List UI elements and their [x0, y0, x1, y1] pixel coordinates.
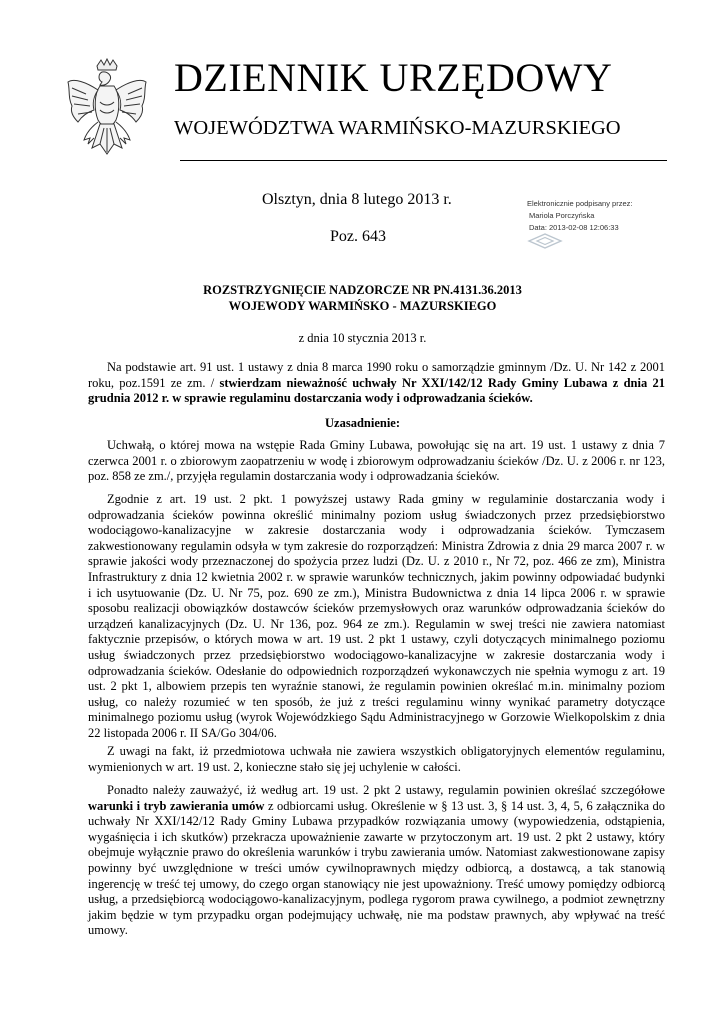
- place-date: Olsztyn, dnia 8 lutego 2013 r.: [262, 191, 452, 208]
- electronic-signature: [527, 198, 677, 234]
- journal-subtitle: WOJEWÓDZTWA WARMIŃSKO-MAZURSKIEGO: [174, 117, 621, 139]
- esign-date: Data: 2013-02-08 12:06:33: [529, 223, 619, 232]
- paragraph-4-emphasis: warunki i tryb zawierania umów: [88, 798, 265, 813]
- paragraph-4: [88, 783, 665, 939]
- paragraph-3-text: Z uwagi na fakt, iż przedmiotowa uchwała nie zawiera wszystkich obligatoryjnych elementów regulaminu, wymienionych w art. 19 ust. 2, konieczne stało się jej uchylenie w całości.: [88, 744, 665, 774]
- paragraph-3: [88, 744, 665, 775]
- esign-signer: Mariola Porczyńska: [529, 211, 595, 220]
- position-number: Poz. 643: [330, 228, 386, 245]
- document-title-line2: WOJEWODY WARMIŃSKO - MAZURSKIEGO: [228, 299, 497, 313]
- masthead-divider: [180, 160, 667, 161]
- intro-text: Na podstawie art. 91 ust. 1 ustawy z dnia 8 marca 1990 roku o samorządzie gminnym /Dz. U. Nr 142 z 2001 roku, poz.1591 ze zm. /: [88, 360, 665, 390]
- esign-label: Elektronicznie podpisany przez:: [527, 199, 633, 208]
- paragraph-1-text: Uchwałą, o której mowa na wstępie Rada Gminy Lubawa, powołując się na art. 19 ust. 1 ustawy z dnia 7 czerwca 2001 r. o zbiorowym zaopatrzeniu w wodę i zbiorowym odprowadzaniu ścieków /Dz. U. z 2006 r. nr 123, poz. 858 ze zm./, przyjęła regulamin dostarczania wody i odprowadzania ścieków.: [88, 438, 665, 484]
- paragraph-4-text-a: Ponadto należy zauważyć, iż według art. 19 ust. 2 pkt 2 ustawy, regulamin powinien określać szczegółowe: [107, 783, 665, 797]
- intro-decision: stwierdzam nieważność uchwały Nr XXI/142/12 Rady Gminy Lubawa z dnia 21 grudnia 2012 r. w sprawie regulaminu dostarczania wody i odprowadzania ścieków.: [88, 375, 665, 406]
- journal-title: DZIENNIK URZĘDOWY: [174, 55, 613, 100]
- signature-stamp-icon: [527, 232, 563, 250]
- paragraph-1: [88, 438, 665, 485]
- paragraph-2-text: Zgodnie z art. 19 ust. 2 pkt. 1 powyższej ustawy Rada gminy w regulaminie dostarczania wody i odprowadzania ścieków powinna określić minimalny poziom usług świadczonych przez przedsiębiorstwo wodociągowo-kanalizacyjne w zakresie dostarczania wody i odprowadzania ścieków. Tymczasem zakwestionowany regulamin odsyła w tym zakresie do rozporządzeń: Ministra Zdrowia z dnia 29 marca 2007 r. w sprawie jakości wody przeznaczonej do spożycia przez ludzi (Dz. U. z 2010 r., Nr 72, poz. 466 ze zm), Ministra Infrastruktury z dnia 12 kwietnia 2002 r. w sprawie warunków technicznych, jakim powinny odpowiadać budynki i ich usytuowanie (Dz. U. Nr 75, poz. 690 ze zm.), Ministra Budownictwa z dnia 14 lipca 2006 r. w sprawie sposobu realizacji obowiązków dostawców ścieków przemysłowych oraz warunków odprowadzania ścieków do urządzeń kanalizacyjnych (Dz. U. Nr 136, poz. 964 ze zm.). Regulamin w swej treści nie zawiera natomiast faktycznie przepisów, o których mowa w art. 19 ust. 2 pkt 1 ustawy, czyli dotyczących minimalnego poziomu usług świadczonych przez przedsiębiorstwo wodociągowo-kanalizacyjne w zakresie dostarczania wody i odprowadzania ścieków. Odesłanie do odpowiednich rozporządzeń wykonawczych nie spełnia wymogu z art. 19 ust. 2 pkt 1, albowiem przepis ten wyraźnie stanowi, że regulamin powinien określać m.in. minimalny poziom usług, co należy rozumieć w ten sposób, że już z treści regulaminu winny wynikać parametry dotyczące minimalnego poziomu usług (wyrok Wojewódzkiego Sądu Administracyjnego w Gorzowie Wielkopolskim z dnia 22 listopada 2006 r. II SA/Go 304/06.: [88, 492, 665, 740]
- paragraph-4-text-b: z odbiorcami usług. Określenie w § 13 ust. 3, § 14 ust. 3, 4, 5, 6 załącznika do uchwały Nr XXI/142/12 Rady Gminy Lubawa przypadków rozwiązania umowy (wypowiedzenia, odstąpienia, wygaśnięcia i ich skutków) przekracza upoważnienie zawarte w przytoczonym art. 19 ust. 2 pkt 2 ustawy, który obejmuje wyłącznie prawo do określenia warunków i trybu zawierania umów. Natomiast zakwestionowane zapisy powinny być uwzględnione w treści umów cywilnoprawnych między odbiorcą, a dostawcą, a tak stanowią ingerencję w treść tej umowy, do czego organ stanowiący nie jest upoważniony. Treść umowy pomiędzy odbiorcą usług, a przedsiębiorcą wodociągowo-kanalizacyjnym, podlega rygorom prawa cywilnego, a podmiot zewnętrzny jakim będzie w tym przypadku organ podejmujący uchwałę, nie ma podstaw prawnych, aby wpływać na treść umowy.: [88, 798, 665, 938]
- eagle-emblem: [64, 58, 150, 170]
- paragraph-2: [88, 492, 665, 742]
- document-title-line1: ROZSTRZYGNIĘCIE NADZORCZE NR PN.4131.36.2013: [203, 283, 522, 297]
- intro-paragraph: [88, 360, 665, 407]
- document-date: z dnia 10 stycznia 2013 r.: [298, 331, 427, 345]
- justification-heading: Uzasadnienie:: [325, 416, 400, 430]
